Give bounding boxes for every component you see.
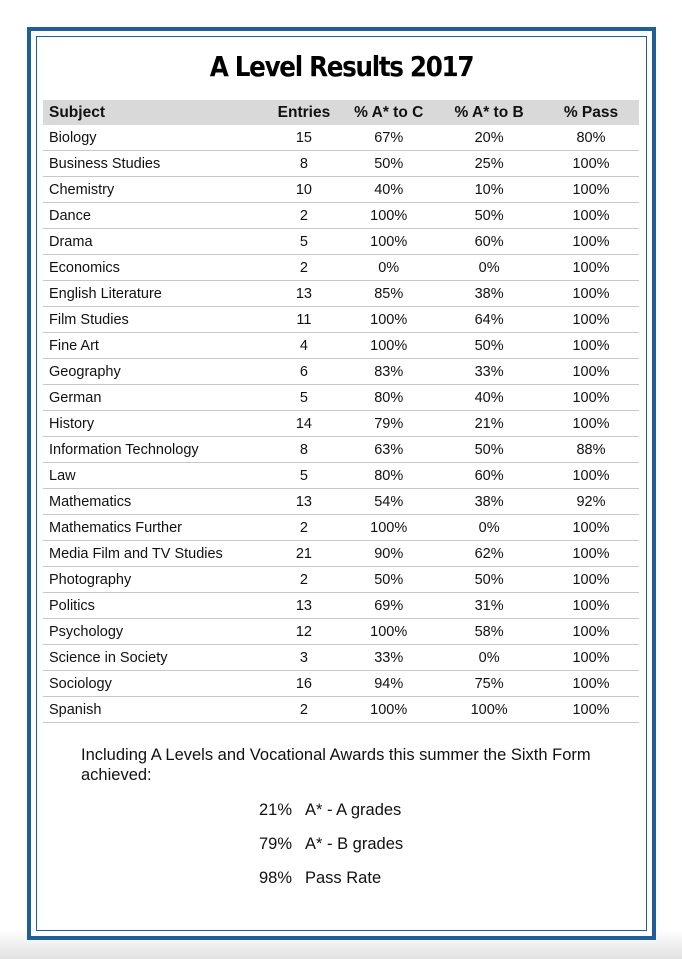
column-header-entries: Entries [266,100,343,125]
table-row [43,515,639,541]
cell-entries: 4 [266,333,343,359]
cell-entries: 2 [266,515,343,541]
cell-pass: 100% [543,515,639,541]
table-row [43,437,639,463]
cell-a-star-to-b: 25% [435,151,543,177]
summary-stats [259,801,403,903]
cell-a-star-to-c: 40% [342,177,435,203]
cell-a-star-to-c: 100% [342,203,435,229]
table-row [43,151,639,177]
cell-subject: Law [43,463,266,489]
cell-subject: Economics [43,255,266,281]
stat-label: A* - B grades [305,835,404,853]
cell-subject: Drama [43,229,266,255]
cell-entries: 2 [266,203,343,229]
cell-a-star-to-c: 80% [342,385,435,411]
cell-a-star-to-c: 85% [342,281,435,307]
cell-pass: 88% [543,437,639,463]
cell-a-star-to-c: 100% [342,515,435,541]
cell-a-star-to-c: 100% [342,333,435,359]
cell-a-star-to-c: 94% [342,671,435,697]
cell-entries: 2 [266,567,343,593]
cell-entries: 5 [266,229,343,255]
cell-subject: Dance [43,203,266,229]
cell-pass: 100% [543,359,639,385]
cell-subject: German [43,385,266,411]
cell-a-star-to-b: 60% [435,463,543,489]
cell-subject: Mathematics Further [43,515,266,541]
cell-pass: 100% [543,411,639,437]
cell-pass: 100% [543,567,639,593]
stat-value: 21% [259,801,293,819]
table-row [43,567,639,593]
cell-a-star-to-c: 69% [342,593,435,619]
cell-subject: Fine Art [43,333,266,359]
cell-entries: 11 [266,307,343,333]
cell-subject: Sociology [43,671,266,697]
cell-a-star-to-c: 54% [342,489,435,515]
cell-a-star-to-b: 38% [435,281,543,307]
cell-entries: 16 [266,671,343,697]
cell-entries: 13 [266,489,343,515]
cell-entries: 8 [266,437,343,463]
stat-row [259,869,403,903]
cell-pass: 100% [543,307,639,333]
cell-subject: History [43,411,266,437]
cell-entries: 13 [266,281,343,307]
cell-entries: 15 [266,125,343,151]
column-header-subject: Subject [43,100,266,125]
cell-entries: 21 [266,541,343,567]
cell-a-star-to-c: 83% [342,359,435,385]
stat-label: A* - A grades [305,801,402,819]
cell-entries: 3 [266,645,343,671]
table-row [43,281,639,307]
cell-entries: 14 [266,411,343,437]
cell-entries: 5 [266,385,343,411]
table-row [43,203,639,229]
column-header-pass: % Pass [543,100,639,125]
cell-a-star-to-c: 50% [342,567,435,593]
stat-value: 79% [259,835,293,853]
table-row [43,463,639,489]
cell-subject: Photography [43,567,266,593]
cell-subject: Media Film and TV Studies [43,541,266,567]
cell-subject: Spanish [43,697,266,723]
cell-a-star-to-b: 50% [435,567,543,593]
cell-pass: 100% [543,333,639,359]
cell-pass: 92% [543,489,639,515]
cell-entries: 5 [266,463,343,489]
cell-subject: Film Studies [43,307,266,333]
cell-a-star-to-b: 50% [435,437,543,463]
cell-a-star-to-c: 80% [342,463,435,489]
cell-a-star-to-c: 90% [342,541,435,567]
table-row [43,489,639,515]
results-table [43,100,639,723]
cell-entries: 2 [266,255,343,281]
cell-pass: 100% [543,281,639,307]
cell-entries: 2 [266,697,343,723]
cell-a-star-to-c: 100% [342,697,435,723]
cell-subject: Geography [43,359,266,385]
cell-pass: 100% [543,645,639,671]
cell-subject: Science in Society [43,645,266,671]
cell-a-star-to-b: 64% [435,307,543,333]
cell-a-star-to-b: 58% [435,619,543,645]
table-body [43,125,639,723]
table-row [43,333,639,359]
cell-a-star-to-b: 38% [435,489,543,515]
cell-subject: Business Studies [43,151,266,177]
table-row [43,255,639,281]
stat-value: 98% [259,869,293,887]
cell-a-star-to-b: 0% [435,645,543,671]
cell-a-star-to-b: 0% [435,515,543,541]
cell-a-star-to-b: 62% [435,541,543,567]
cell-subject: Biology [43,125,266,151]
cell-a-star-to-b: 60% [435,229,543,255]
table-row [43,645,639,671]
cell-a-star-to-b: 10% [435,177,543,203]
cell-subject: English Literature [43,281,266,307]
stat-row [259,835,403,869]
cell-pass: 80% [543,125,639,151]
cell-entries: 13 [266,593,343,619]
cell-pass: 100% [543,697,639,723]
cell-a-star-to-b: 33% [435,359,543,385]
cell-a-star-to-c: 100% [342,229,435,255]
cell-pass: 100% [543,255,639,281]
cell-a-star-to-c: 63% [342,437,435,463]
page-title: A Level Results 2017 [209,50,474,83]
cell-pass: 100% [543,541,639,567]
cell-a-star-to-b: 21% [435,411,543,437]
table-row [43,307,639,333]
cell-a-star-to-b: 40% [435,385,543,411]
cell-subject: Psychology [43,619,266,645]
cell-subject: Chemistry [43,177,266,203]
cell-a-star-to-b: 31% [435,593,543,619]
table-row [43,697,639,723]
cell-pass: 100% [543,385,639,411]
table-row [43,593,639,619]
cell-a-star-to-c: 33% [342,645,435,671]
cell-a-star-to-c: 100% [342,619,435,645]
cell-a-star-to-b: 0% [435,255,543,281]
table-row [43,411,639,437]
cell-entries: 10 [266,177,343,203]
cell-pass: 100% [543,151,639,177]
cell-a-star-to-b: 100% [435,697,543,723]
cell-pass: 100% [543,593,639,619]
column-header-a-star-to-c: % A* to C [342,100,435,125]
results-poster [27,27,656,940]
column-header-a-star-to-b: % A* to B [435,100,543,125]
table-row [43,177,639,203]
table-row [43,385,639,411]
table-header-row [43,100,639,125]
cell-a-star-to-b: 75% [435,671,543,697]
cell-entries: 12 [266,619,343,645]
table-row [43,359,639,385]
summary-text: Including A Levels and Vocational Awards this summer the Sixth Form achieved: [81,746,591,784]
cell-a-star-to-c: 79% [342,411,435,437]
cell-pass: 100% [543,229,639,255]
cell-pass: 100% [543,463,639,489]
cell-a-star-to-b: 20% [435,125,543,151]
cell-subject: Mathematics [43,489,266,515]
cell-pass: 100% [543,177,639,203]
cell-pass: 100% [543,619,639,645]
table-row [43,125,639,151]
cell-a-star-to-c: 50% [342,151,435,177]
table-row [43,619,639,645]
cell-subject: Politics [43,593,266,619]
stat-row [259,801,403,835]
cell-pass: 100% [543,671,639,697]
cell-subject: Information Technology [43,437,266,463]
cell-a-star-to-c: 100% [342,307,435,333]
cell-a-star-to-c: 67% [342,125,435,151]
table-row [43,229,639,255]
cell-a-star-to-b: 50% [435,333,543,359]
table-row [43,541,639,567]
cell-entries: 8 [266,151,343,177]
stat-label: Pass Rate [305,869,382,887]
cell-a-star-to-b: 50% [435,203,543,229]
cell-pass: 100% [543,203,639,229]
table-row [43,671,639,697]
cell-a-star-to-c: 0% [342,255,435,281]
cell-entries: 6 [266,359,343,385]
